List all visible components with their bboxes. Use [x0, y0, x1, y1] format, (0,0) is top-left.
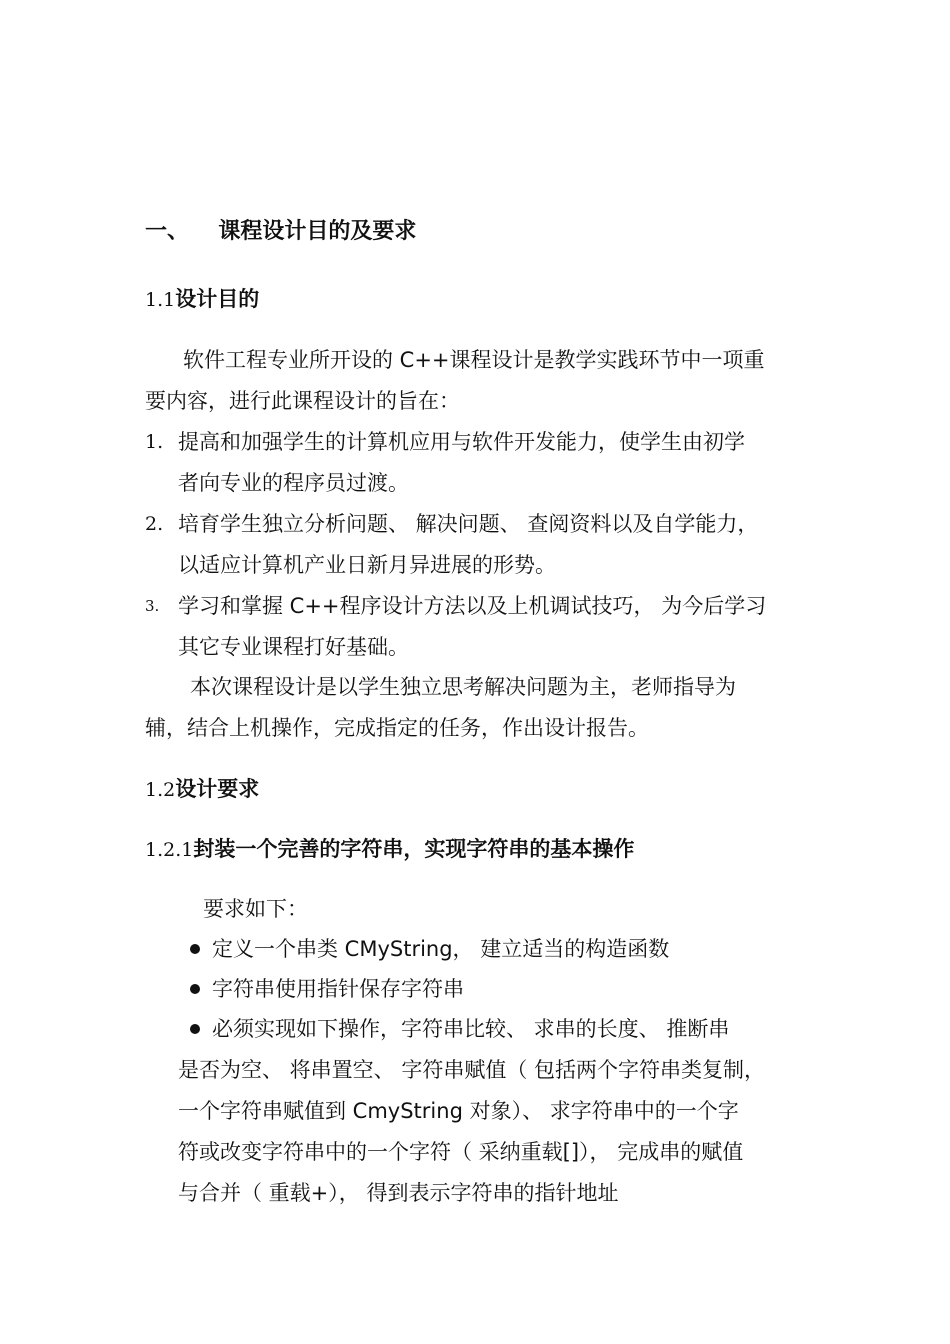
subsection-title: 设计目的 [175, 287, 260, 311]
requirement-2-text: 字符串使用指针保存字符串 [212, 977, 464, 1001]
requirement-3-line-2: 是否为空、 将串置空、 字符串赋值（ 包括两个字符串类复制， [178, 1058, 766, 1082]
goal-3-line-1: 学习和掌握 C++程序设计方法以及上机调试技巧， 为今后学习 [178, 594, 767, 618]
goal-marker-3: 3. [145, 597, 160, 615]
goal-2-line-2: 以适应计算机产业日新月异进展的形势。 [178, 553, 556, 577]
requirement-2 [190, 975, 464, 1003]
requirements-intro: 要求如下： [203, 897, 308, 921]
requirement-1 [190, 935, 669, 963]
requirement-3-line-4: 符或改变字符串中的一个字符（ 采纳重载[]）， 完成串的赋值 [178, 1140, 744, 1164]
intro-line-2: 要内容，进行此课程设计的旨在： [145, 389, 460, 413]
goal-1-line-2: 者向专业的程序员过渡。 [178, 471, 409, 495]
subsection-heading-1-2-1 [145, 835, 634, 864]
bullet-icon [190, 944, 200, 954]
section-number: 一、 [145, 219, 190, 244]
bullet-icon [190, 1024, 200, 1034]
section-heading [145, 218, 416, 246]
summary-line-1: 本次课程设计是以学生独立思考解决问题为主，老师指导为 [190, 675, 736, 699]
requirement-3 [190, 1015, 729, 1043]
requirement-1-text: 定义一个串类 CMyString， 建立适当的构造函数 [212, 937, 670, 961]
subsection-heading-1-1 [145, 285, 259, 314]
requirement-3-line-5: 与合并（ 重载+）， 得到表示字符串的指针地址 [178, 1181, 619, 1205]
subsection-title: 封装一个完善的字符串，实现字符串的基本操作 [193, 837, 635, 861]
goal-2-line-1: 培育学生独立分析问题、 解决问题、 查阅资料以及自学能力， [178, 512, 759, 536]
subsection-title: 设计要求 [175, 777, 260, 801]
goal-1-line-1: 提高和加强学生的计算机应用与软件开发能力，使学生由初学 [178, 430, 745, 454]
goal-marker-1: 1. [145, 431, 164, 453]
subsection-number: 1.2.1 [145, 839, 194, 861]
intro-line-1: 软件工程专业所开设的 C++课程设计是教学实践环节中一项重 [183, 348, 765, 372]
subsection-number: 1.1 [145, 289, 176, 311]
subsection-number: 1.2 [145, 779, 176, 801]
bullet-icon [190, 984, 200, 994]
requirement-3-line-3: 一个字符串赋值到 CmyString 对象）、 求字符串中的一个字 [178, 1099, 739, 1123]
section-title: 课程设计目的及要求 [218, 219, 417, 244]
goal-3-line-2: 其它专业课程打好基础。 [178, 635, 409, 659]
summary-line-2: 辅，结合上机操作，完成指定的任务，作出设计报告。 [145, 716, 649, 740]
goal-marker-2: 2. [145, 513, 164, 535]
requirement-3-line-1: 必须实现如下操作，字符串比较、 求串的长度、 推断串 [212, 1017, 730, 1041]
subsection-heading-1-2 [145, 775, 259, 804]
